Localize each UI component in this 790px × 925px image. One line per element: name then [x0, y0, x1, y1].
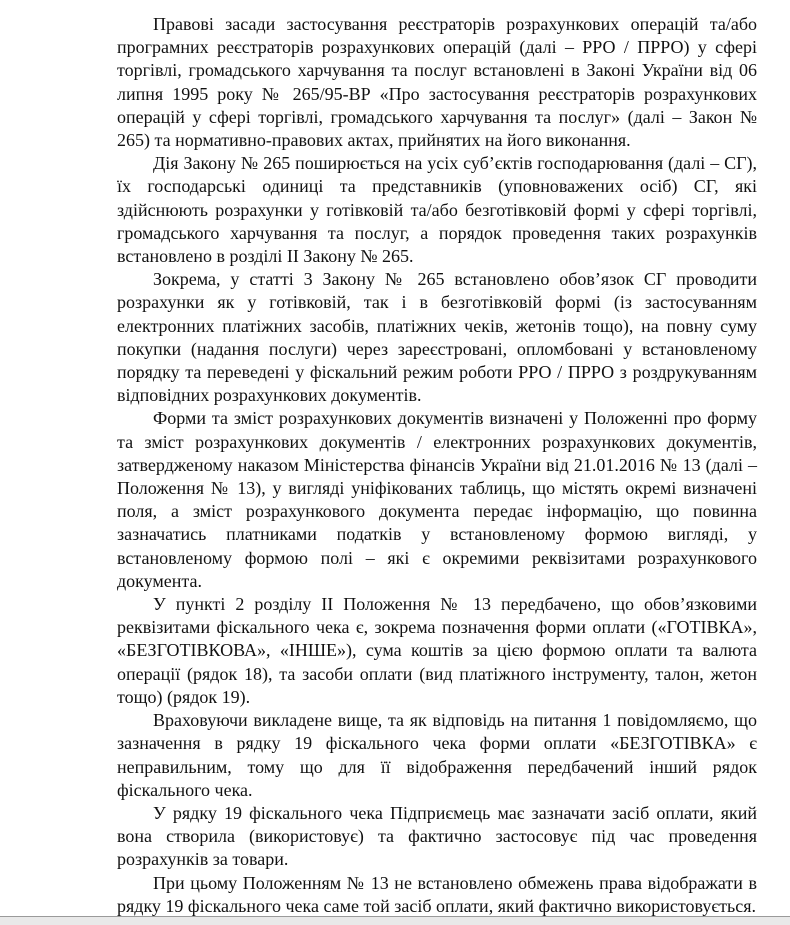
paragraph-law-scope: Дія Закону № 265 поширюється на усіх суб’єктів господарювання (далі – СГ), їх господарські одиниці та представників (уповноважених осіб) СГ, які здійснюють розрахунки у готівковій та/або безготівковій формі у сфері торгівлі, громадського харчування та послуг, а порядок проведення таких розрахунків встановлено в розділі ІІ Закону № 265. — [117, 153, 757, 267]
paragraph-legal-basis: Правові засади застосування реєстраторів розрахункових операцій та/або програмних реєстраторів розрахункових операцій (далі – РРО / ПРРО) у сфері торгівлі, громадського харчування та послуг встановлені в Законі України від 06 липня 1995 року № 265/95-ВР «Про застосування реєстраторів розрахункових операцій у сфері торгівлі, громадського харчування та послуг» (далі – Закон № 265) та нормативно-правових актах, прийнятих на його виконання. — [117, 14, 757, 151]
paragraph-no-restrictions: При цьому Положенням № 13 не встановлено обмежень права відображати в рядку 19 фіскального чека саме той засіб оплати, який фактично використовується. — [117, 872, 757, 916]
document-body — [117, 13, 757, 918]
paragraph-row-19: У рядку 19 фіскального чека Підприємець має зазначати засіб оплати, який вона створила (використовує) та фактично застосовує під час проведення розрахунків за товари. — [117, 802, 757, 870]
paragraph-article-3: Зокрема, у статті 3 Закону № 265 встановлено обов’язок СГ проводити розрахунки як у готівковій, так і в безготівковій формі (із застосуванням електронних платіжних засобів, платіжних чеків, жетонів тощо), на повну суму покупки (надання послуги) через зареєстровані, опломбовані у встановленому порядку та переведені у фіскальний режим роботи РРО / ПРРО з роздрукуванням відповідних розрахункових документів. — [117, 269, 757, 406]
paragraph-answer-question-1: Враховуючи викладене вище, та як відповідь на питання 1 повідомляємо, що зазначення в рядку 19 фіскального чека форми оплати «БЕЗГОТІВКА» є неправильним, тому що для її відображення передбачений інший рядок фіскального чека. — [117, 710, 757, 800]
paragraph-receipt-requisites: У пункті 2 розділу ІІ Положення № 13 передбачено, що обов’язковими реквізитами фіскального чека є, зокрема позначення форми оплати («ГОТІВКА», «БЕЗГОТІВКОВА», «ІНШЕ»), сума коштів за цією формою оплати та валюта операції (рядок 18), та засоби оплати (вид платіжного інструменту, талон, жетон тощо) (рядок 19). — [117, 594, 757, 707]
paragraph-document-forms: Форми та зміст розрахункових документів визначені у Положенні про форму та зміст розрахункових документів / електронних розрахункових документів, затвердженому наказом Міністерства фінансів України від 21.01.2016 № 13 (далі – Положення № 13), у вигляді уніфікованих таблиць, що містять окремі визначені поля, а зміст розрахункового документа передає інформацію, що повинна зазначатись платниками податків у встановленому формою вигляді, у встановленому формою полі – які є окремими реквізитами розрахункового документа. — [117, 408, 757, 591]
